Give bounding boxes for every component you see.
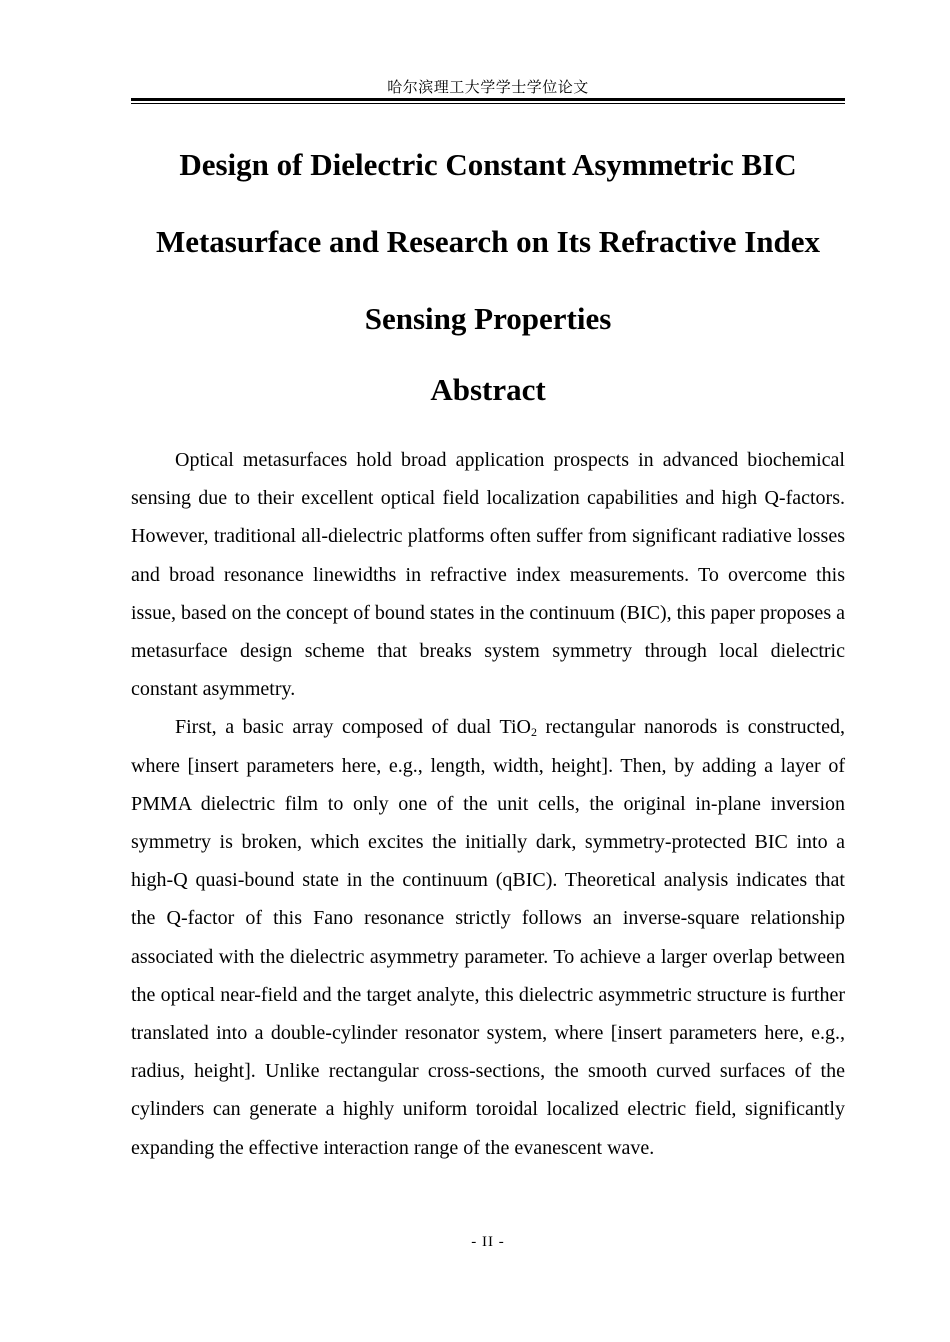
title-line-3: Sensing Properties bbox=[364, 301, 612, 336]
formula-subscript: 2 bbox=[530, 725, 537, 740]
paragraph-2-rest: rectangular nanorods is constructed, where [insert parameters here, e.g., length, width, height]. Then, by adding a layer of PMMA dielectric film to only one of the unit cells, the original in-plane inversion symmetry is broken, which excites the initially dark, symmetry-protected BIC into a high-Q quasi-bound state in the continuum (qBIC). Theoretical analysis indicates that the Q-factor of this Fano resonance strictly follows an inverse-square relationship associated with the dielectric asymmetry parameter. To achieve a larger overlap between the optical near-field and the target analyte, this dielectric asymmetric structure is further translated into a double-cylinder resonator system, where [insert parameters here, e.g., radius, height]. Unlike rectangular cross-sections, the smooth curved surfaces of the cylinders can generate a highly uniform toroidal localized electric field, significantly expanding the effective interaction range of the evanescent wave. bbox=[131, 716, 845, 1159]
title-line-2: Metasurface and Research on Its Refractive Index bbox=[155, 224, 821, 259]
paragraph-2-lead: First, a basic array composed of dual bbox=[175, 716, 500, 739]
abstract-heading: Abstract bbox=[430, 372, 546, 407]
tio2-formula bbox=[499, 716, 537, 738]
header-rule-thick bbox=[131, 98, 845, 101]
abstract-paragraph-2 bbox=[131, 708, 845, 1166]
title-line-1: Design of Dielectric Constant Asymmetric BIC bbox=[179, 147, 797, 182]
abstract-paragraph-1: Optical metasurfaces hold broad application prospects in advanced biochemical sensing due to their excellent optical field localization capabilities and high Q-factors. However, traditional all-dielectric platforms often suffer from significant radiative losses and broad resonance linewidths in refractive index measurements. To overcome this issue, based on the concept of bound states in the continuum (BIC), this paper proposes a metasurface design scheme that breaks system symmetry through local dielectric constant asymmetry. bbox=[131, 449, 845, 701]
running-header: 哈尔滨理工大学学士学位论文 bbox=[387, 80, 589, 96]
abstract-body bbox=[131, 441, 845, 1167]
document-page bbox=[131, 0, 845, 1342]
header-rule-thin bbox=[131, 103, 845, 104]
page-number: - II - bbox=[471, 1234, 505, 1250]
formula-base: TiO bbox=[499, 716, 531, 739]
thesis-title bbox=[131, 126, 845, 357]
